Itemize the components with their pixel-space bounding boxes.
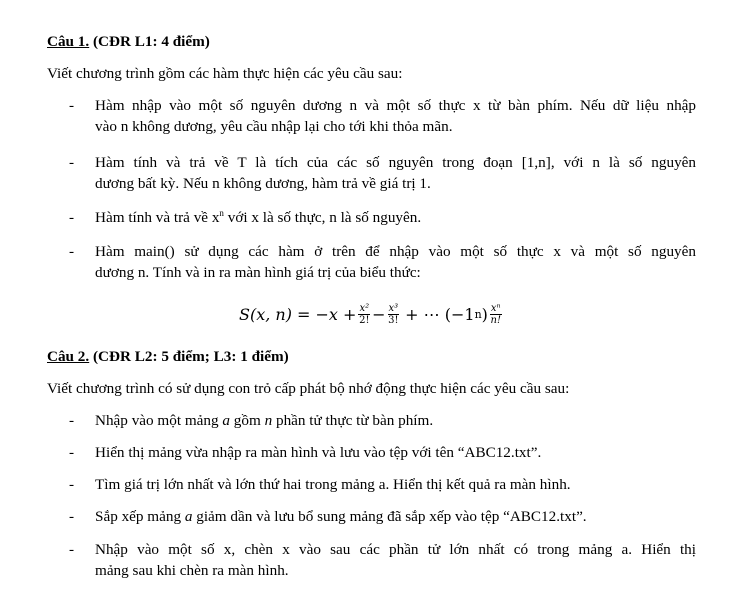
q2-item-1-pre: Nhập vào một mảng xyxy=(95,412,223,429)
q1-item-2 xyxy=(69,153,696,194)
q2-item-2-text: Hiển thị mảng vừa nhập ra màn hình và lưu vào tệp với tên “ABC12.txt”. xyxy=(95,444,542,461)
formula-term-2 xyxy=(388,303,400,327)
formula-term-2-num: x³ xyxy=(388,303,399,314)
q2-item-1 xyxy=(69,411,696,432)
formula-term-2-den: 3! xyxy=(388,315,399,326)
q2-heading xyxy=(47,347,289,368)
q1-item-3 xyxy=(69,208,696,229)
q1-item-3-post: với x là số thực, n là số nguyên. xyxy=(223,209,422,226)
q2-item-3 xyxy=(69,475,696,496)
formula-term-1-num: x² xyxy=(359,303,370,314)
q2-item-3-text: Tìm giá trị lớn nhất và lớn thứ hai trong mảng a. Hiển thị kết quả ra màn hình. xyxy=(95,476,571,493)
q1-item-3-pre: Hàm tính và trả về x xyxy=(95,209,220,226)
q2-item-1-post: phần tử thực từ bàn phím. xyxy=(272,412,434,429)
formula-term-n-den: n! xyxy=(490,315,501,326)
q2-intro: Viết chương trình có sử dụng con trỏ cấp phát bộ nhớ động thực hiện các yêu cầu sau: xyxy=(47,380,570,397)
bullet: - xyxy=(69,97,75,114)
q1-item-2-line2: dương bất kỳ. Nếu n không dương, hàm trả về giá trị 1. xyxy=(95,174,431,192)
formula-minus: − xyxy=(372,305,386,325)
q1-item-4 xyxy=(69,242,696,283)
q1-number: Câu 1. xyxy=(47,33,90,50)
q2-item-4 xyxy=(69,507,696,528)
q1-item-4-line2: dương n. Tính và in ra màn hình giá trị của biểu thức: xyxy=(95,263,421,281)
q2-item-1-mid: gồm xyxy=(229,412,265,429)
q1-item-4-line1: Hàm main() sử dụng các hàm ở trên để nhập vào một số thực x và một số nguyên xyxy=(95,243,696,260)
q2-item-4-pre: Sắp xếp mảng xyxy=(95,508,185,525)
q1-item-3-sup: n xyxy=(219,207,224,218)
bullet: - xyxy=(69,508,75,525)
bullet: - xyxy=(69,541,75,558)
formula-mid: + ⋯ (−1 xyxy=(405,305,475,325)
q2-item-1-n: n xyxy=(264,412,273,429)
formula-term-1-den: 2! xyxy=(359,315,370,326)
q2-item-5 xyxy=(69,540,696,581)
bullet: - xyxy=(69,154,75,171)
formula: S(x, n) = −x + $\frac{\text{x²}}{2!}$ − $\frac{\text{x³}}{3!}$ + ⋯ (−1 n ) $\frac{\text{xⁿ}}{n!}$ xyxy=(239,303,501,326)
formula-mid-end: ) xyxy=(481,305,488,325)
q2-number: Câu 2. xyxy=(47,348,90,365)
q1-intro: Viết chương trình gồm các hàm thực hiện các yêu cầu sau: xyxy=(47,65,403,82)
formula-lhs: S(x, n) = −x + xyxy=(239,305,357,325)
q2-item-4-post: giảm dần và lưu bổ sung mảng đã sắp xếp vào tệp “ABC12.txt”. xyxy=(192,508,587,525)
q1-item-1-line2: vào n không dương, yêu cầu nhập lại cho tới khi thỏa mãn. xyxy=(95,117,453,135)
q1-item-1 xyxy=(69,96,696,137)
bullet: - xyxy=(69,412,75,429)
q2-item-1-a: a xyxy=(222,412,230,429)
q2-item-5-line2: mảng sau khi chèn ra màn hình. xyxy=(95,561,289,579)
q2-item-5-line1: Nhập vào một số x, chèn x vào sau các phần tử lớn nhất có trong mảng a. Hiển thị xyxy=(95,541,696,558)
q1-heading xyxy=(47,32,210,53)
bullet: - xyxy=(69,476,75,493)
q2-item-4-a: a xyxy=(184,508,193,525)
q2-item-2 xyxy=(69,443,696,464)
q1-meta: (CĐR L1: 4 điểm) xyxy=(89,33,210,50)
formula-term-n xyxy=(490,303,502,327)
bullet: - xyxy=(69,209,75,226)
formula-term-n-num: xⁿ xyxy=(490,303,501,314)
q1-item-2-line1: Hàm tính và trả về T là tích của các số nguyên trong đoạn [1,n], với n là số nguyên xyxy=(95,154,696,171)
formula-term-1 xyxy=(358,303,370,327)
q1-item-1-line1: Hàm nhập vào một số nguyên dương n và một số thực x từ bàn phím. Nếu dữ liệu nhập xyxy=(95,97,696,114)
q2-meta: (CĐR L2: 5 điểm; L3: 1 điểm) xyxy=(89,348,289,365)
bullet: - xyxy=(69,243,75,260)
bullet: - xyxy=(69,444,75,461)
